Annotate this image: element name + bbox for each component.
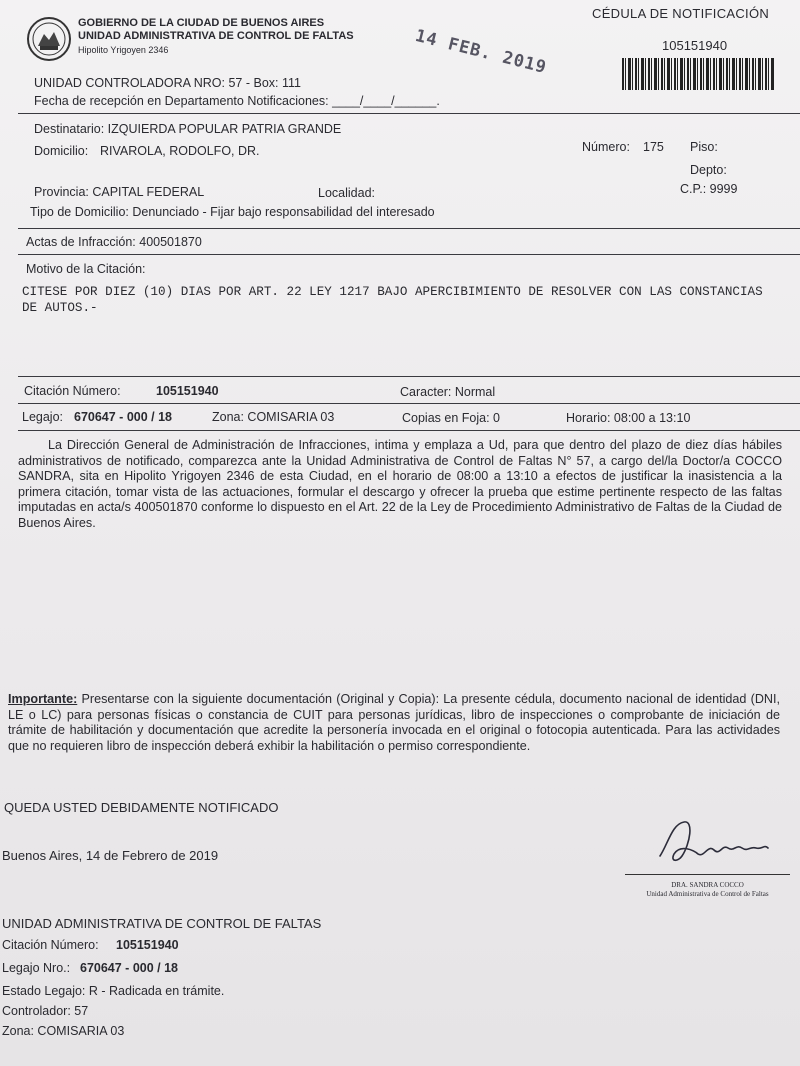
piso: Piso: xyxy=(690,140,718,154)
divider xyxy=(18,430,800,431)
legajo-value: 670647 - 000 / 18 xyxy=(74,410,172,424)
fecha-lugar: Buenos Aires, 14 de Febrero de 2019 xyxy=(2,848,219,863)
tipo-domicilio: Tipo de Domicilio: Denunciado - Fijar bajo responsabilidad del interesado xyxy=(30,205,435,219)
footer-zona: Zona: COMISARIA 03 xyxy=(2,1024,125,1038)
city-seal-logo xyxy=(26,16,72,62)
motivo-label: Motivo de la Citación: xyxy=(26,262,146,276)
codigo-postal: C.P.: 9999 xyxy=(680,182,738,196)
domicilio-value: RIVAROLA, RODOLFO, DR. xyxy=(100,144,260,158)
citacion-numero-value: 105151940 xyxy=(156,384,219,398)
citacion-numero-label: Citación Número: xyxy=(24,384,121,398)
fecha-recepcion: Fecha de recepción en Departamento Notificaciones: ____/____/______. xyxy=(34,94,440,108)
org-name-line1: GOBIERNO DE LA CIUDAD DE BUENOS AIRES xyxy=(78,17,325,29)
destinatario: Destinatario: IZQUIERDA POPULAR PATRIA GRANDE xyxy=(34,122,342,136)
divider xyxy=(18,228,800,229)
footer-title: UNIDAD ADMINISTRATIVA DE CONTROL DE FALTAS xyxy=(2,916,322,931)
signer-name: DRA. SANDRA COCCO xyxy=(671,881,744,889)
numero-value: 175 xyxy=(643,140,664,154)
depto: Depto: xyxy=(690,163,727,177)
notificado-text: QUEDA USTED DEBIDAMENTE NOTIFICADO xyxy=(4,800,279,815)
document-number: 105151940 xyxy=(662,38,728,53)
barcode xyxy=(622,58,774,90)
document-type: CÉDULA DE NOTIFICACIÓN xyxy=(592,6,770,21)
body-paragraph: La Dirección General de Administración de Infracciones, intima y emplaza a Ud, para que dentro del plazo de diez días hábiles administrativos de notificado, comparezca ante la Unidad Administrativa de Control de Faltas N° 57, a cargo del/la Doctor/a COCCO SANDRA, sita en Hipolito Yrigoyen 2346 de esta Ciudad, en el horario de 08:00 a 13:10 a efectos de justificar la inasistencia a la primera citación, tomar vista de las actuaciones, formular el descargo y ofrecer la prueba que estime pertinente respecto de las faltas imputadas en acta/s 400501870 conforme lo dispuesto en el Art. 22 de la Ley de Procedimiento Administrativo de Faltas de la Ciudad de Buenos Aires. xyxy=(18,438,782,530)
signer-role: Unidad Administrativa de Control de Faltas xyxy=(646,890,769,898)
numero-label: Número: xyxy=(582,140,630,154)
caracter: Caracter: Normal xyxy=(400,385,496,399)
footer-estado: Estado Legajo: R - Radicada en trámite. xyxy=(2,984,225,998)
footer-citacion-value: 105151940 xyxy=(116,938,179,952)
divider xyxy=(18,113,800,114)
copias-en-foja: Copias en Foja: 0 xyxy=(402,411,500,425)
divider xyxy=(18,376,800,377)
motivo-text: CITESE POR DIEZ (10) DIAS POR ART. 22 LEY 1217 BAJO APERCIBIMIENTO DE RESOLVER CON LAS CONSTANCIAS DE AUTOS.- xyxy=(22,285,763,315)
footer-controlador: Controlador: 57 xyxy=(2,1004,89,1018)
handwritten-signature xyxy=(650,814,780,874)
importante-label: Importante: xyxy=(8,692,78,706)
unidad-controladora: UNIDAD CONTROLADORA NRO: 57 - Box: 111 xyxy=(34,76,301,90)
org-name-line2: UNIDAD ADMINISTRATIVA DE CONTROL DE FALTAS xyxy=(78,30,354,42)
domicilio-label: Domicilio: xyxy=(34,144,89,158)
footer-citacion-label: Citación Número: xyxy=(2,938,99,952)
divider xyxy=(18,254,800,255)
provincia: Provincia: CAPITAL FEDERAL xyxy=(34,185,205,199)
signature-caption xyxy=(620,881,795,899)
signature-line xyxy=(625,874,790,875)
received-date-stamp: 14 FEB. 2019 xyxy=(413,26,549,79)
importante-block xyxy=(8,692,780,754)
divider xyxy=(18,403,800,404)
horario: Horario: 08:00 a 13:10 xyxy=(566,411,691,425)
org-address: Hipolito Yrigoyen 2346 xyxy=(78,45,169,55)
localidad: Localidad: xyxy=(318,186,375,200)
importante-text: Presentarse con la siguiente documentación (Original y Copia): La presente cédula, documento nacional de identidad (DNI, LE o LC) para personas físicas o constancia de CUIT para personas jurídicas, libro de inspecciones o comprobante de iniciación de trámite de habilitación y documentación que acredite la personería invocada en el original o fotocopia autenticada. Para las actividades que no requieren libro de inspección deberá exhibir la habilitación o permiso correspondiente. xyxy=(8,692,781,753)
legajo-label: Legajo: xyxy=(22,410,64,424)
footer-legajo-value: 670647 - 000 / 18 xyxy=(80,961,178,975)
footer-legajo-label: Legajo Nro.: xyxy=(2,961,71,975)
actas-infraccion: Actas de Infracción: 400501870 xyxy=(26,235,202,249)
zona: Zona: COMISARIA 03 xyxy=(212,410,335,424)
